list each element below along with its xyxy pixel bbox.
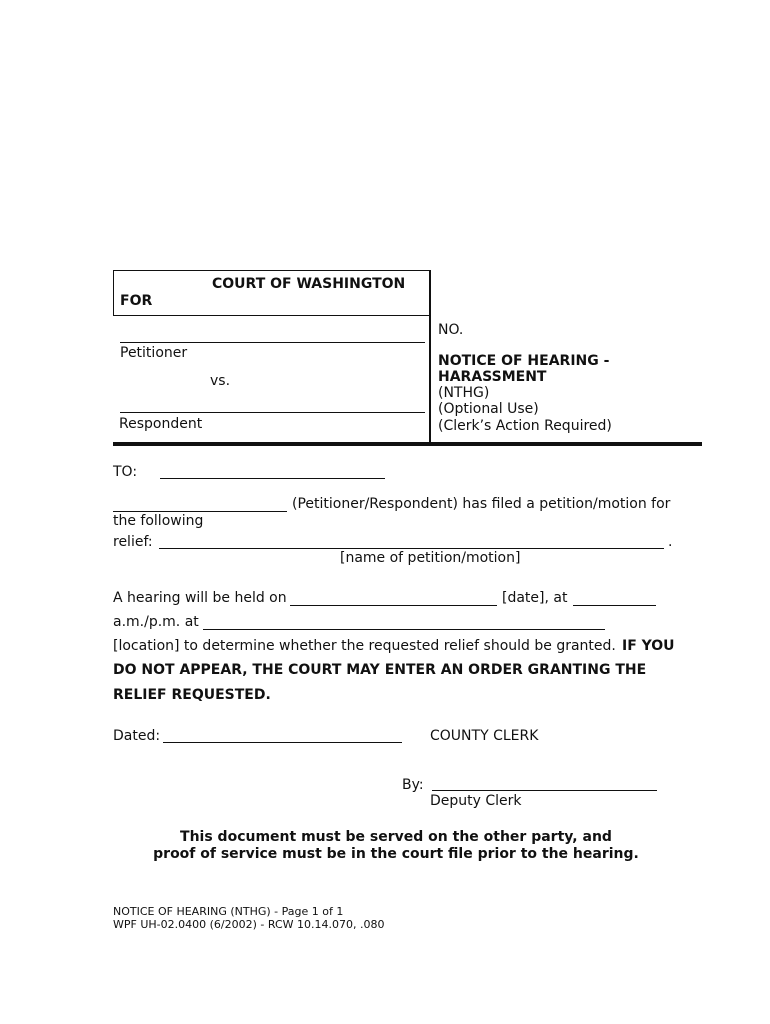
warning-start: IF YOU — [622, 638, 675, 654]
to-label: TO: — [113, 464, 138, 480]
respondent-label: Respondent — [119, 416, 203, 432]
hearing-time-field[interactable] — [573, 605, 656, 606]
the-following-text: the following — [113, 513, 204, 529]
filing-party-suffix: (Petitioner/Respondent) has filed a petition/motion for — [292, 496, 671, 512]
hearing-location-field[interactable] — [203, 629, 605, 630]
caption-bottom-rule — [113, 442, 702, 446]
case-number-label: NO. — [438, 322, 464, 338]
footer-line2: WPF UH-02.0400 (6/2002) - RCW 10.14.070, .080 — [113, 918, 385, 931]
petitioner-name-field[interactable] — [120, 342, 425, 343]
hearing-prefix: A hearing will be held on — [113, 590, 287, 606]
filing-party-field[interactable] — [113, 511, 287, 512]
clerk-action-note: (Clerk’s Action Required) — [438, 418, 612, 434]
petitioner-label: Petitioner — [120, 345, 188, 361]
footer-line1: NOTICE OF HEARING (NTHG) - Page 1 of 1 — [113, 905, 344, 918]
relief-hint: [name of petition/motion] — [340, 550, 521, 566]
document-title-line2: HARASSMENT — [438, 369, 547, 385]
relief-label: relief: — [113, 534, 153, 550]
hearing-date-field[interactable] — [290, 605, 497, 606]
county-clerk-label: COUNTY CLERK — [430, 728, 539, 744]
vs-label: vs. — [210, 373, 231, 389]
warning-line2: DO NOT APPEAR, THE COURT MAY ENTER AN ORDER GRANTING THE — [113, 662, 647, 678]
ampm-label: a.m./p.m. at — [113, 614, 199, 630]
service-notice-line1: This document must be served on the other party, and — [180, 829, 612, 845]
document-title-line1: NOTICE OF HEARING - — [438, 353, 610, 369]
dated-label: Dated: — [113, 728, 161, 744]
location-text: [location] to determine whether the requested relief should be granted. — [113, 638, 616, 654]
for-label: FOR — [120, 293, 153, 309]
relief-field[interactable] — [159, 548, 664, 549]
caption-divider — [429, 270, 431, 445]
document-code: (NTHG) — [438, 385, 490, 401]
to-recipient-field[interactable] — [160, 478, 385, 479]
deputy-clerk-label: Deputy Clerk — [430, 793, 522, 809]
respondent-name-field[interactable] — [120, 412, 425, 413]
by-label: By: — [402, 777, 424, 793]
service-notice-line2: proof of service must be in the court file prior to the hearing. — [153, 846, 639, 862]
optional-use-note: (Optional Use) — [438, 401, 539, 417]
date-label: [date], at — [502, 590, 568, 606]
court-title: COURT OF WASHINGTON — [212, 276, 406, 292]
relief-period: . — [668, 534, 673, 550]
deputy-signature-field[interactable] — [432, 790, 657, 791]
dated-field[interactable] — [163, 742, 402, 743]
warning-line3: RELIEF REQUESTED. — [113, 687, 271, 703]
